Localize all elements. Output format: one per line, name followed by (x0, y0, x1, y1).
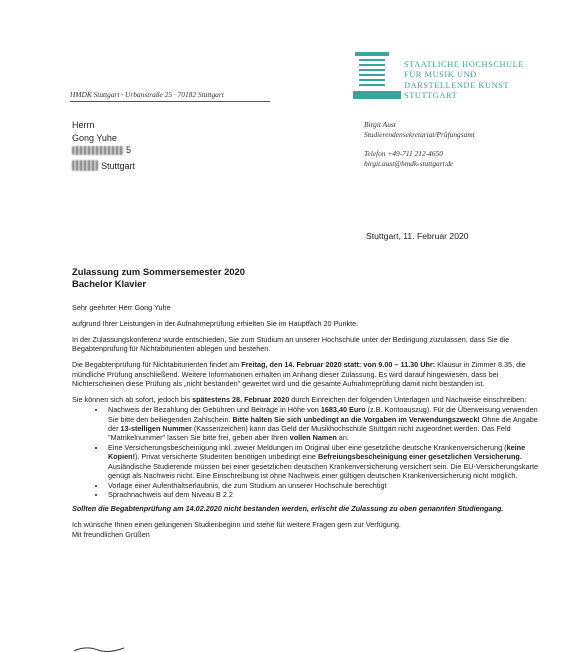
letter-body (72, 303, 542, 546)
letter-date: Stuttgart, 11. Februar 2020 (366, 231, 469, 241)
warning-note: Sollten die Begabtenprüfung am 14.02.2020 nicht bestanden werden, erlischt die Zulassung zu oben genannten Studiengang. (72, 504, 504, 514)
signature-stroke (72, 646, 126, 652)
requirements-list (72, 405, 542, 499)
hmdk-logo-icon (349, 51, 402, 101)
list-item: • Nachweis der Bezahlung der Gebühren und Beiträge in Höhe von 1683,40 Euro (z.B. Kontoauszug). Für die Überweisung verwenden Sie bitte den beiliegenden Zahlschein. Bitte halten Sie sich unbedingt an die Vorgaben im Verwendungszweck! Ohne die Angabe der 13-stelligen Nummer (Kassenzeichen) kann das Geld der Musikhochschule Stuttgart nicht zugeordnet werden. Das Feld "Matrikelnummer" lassen Sie bitte frei, geben aber Ihren vollen Namen an. (106, 405, 542, 443)
contact-email: birgit.aust@hmdk-stuttgart.de (364, 159, 454, 168)
sender-divider (70, 101, 270, 102)
paragraph-enrollment: Sie können sich ab sofort, jedoch bis spätestens 28. Februar 2020 durch Einreichen der folgenden Unterlagen und Nachweise einschreiben: (72, 394, 527, 404)
contact-phone: Telefon +49-711 212-4650 (364, 149, 443, 158)
paragraph-decision: In der Zulassungskonferenz wurde entschieden, Sie zum Studium an unserer Hochschule unter der Bedingung zuzulassen, dass Sie die Begabtenprüfung für Nichtabiturienten ablegen und bestehen. (72, 334, 510, 354)
letter-subject (72, 266, 245, 290)
paragraph-result: aufgrund Ihrer Leistungen in der Aufnahmeprüfung erhielten Sie im Hauptfach 20 Punkte. (72, 318, 359, 328)
contact-block (364, 120, 475, 169)
institution-logo-text (404, 60, 584, 102)
contact-office: Studierendensekretariat/Prüfungsamt (364, 130, 475, 139)
closing-greeting: Mit freundlichen Grüßen (72, 529, 150, 539)
redacted-postcode (72, 160, 98, 171)
list-item: • Sprachnachweis auf dem Niveau B 2.2 (106, 490, 542, 499)
list-item: • Eine Versicherungsbescheinigung inkl. zweier Meldungen im Original über eine gesetzliche deutsche Krankenversicherung (keine Kopien!). Privat versicherte Studenten benötigen unbedingt eine Befreiungsbescheinigung einer gesetzlichen Versicherung. Ausländische Studierende müssen bei einer gesetzlichen deutschen Krankenversicherung versichert sein. Die EU-Versicherungskarte genügt als Nachweis nicht. Eine Einschreibung ist ohne Nachweis einer gültigen deutschen Krankenversicherung nicht möglich. (106, 443, 542, 481)
recipient-name: Gong Yuhe (72, 132, 117, 143)
logo-line-3: DARSTELLENDE KUNST (404, 80, 510, 90)
logo-line-4: STUTTGART (404, 91, 458, 101)
sender-address-line: HMDK Stuttgart · Urbanstraße 25 · 70182 Stuttgart (70, 90, 224, 99)
subject-line-2: Bachelor Klavier (72, 278, 146, 289)
greeting: Sehr geehrter Herr Gong Yuhe (72, 303, 171, 312)
recipient-street (72, 144, 135, 157)
recipient-street-suffix: 5 (126, 145, 132, 155)
recipient-city: Stuttgart (101, 160, 136, 171)
logo-line-2: FÜR MUSIK UND (404, 70, 477, 80)
recipient-city-line (72, 160, 135, 173)
closing-text: Ich wünsche Ihnen einen gelungenen Studienbeginn und stehe für weitere Fragen gern zur Verfügung. (72, 520, 401, 530)
recipient-address (72, 119, 135, 172)
contact-name: Birgit Aust (364, 120, 396, 129)
paragraph-exam-info: Die Begabtenprüfung für Nichtabiturienten findet am Freitag, den 14. Februar 2020 statt: von 9.00 – 11.30 Uhr: Klausur in Zimmer 8.35, die mündliche Prüfung anschließend. Weitere Informationen erhalten im Anhang dieser Zulassung. Es wird darauf hingewiesen, dass bei Nichterscheinen diese Prüfung als „nicht bestanden" gewertet wird und die gesamte Aufnahmeprüfung damit nicht bestanden ist. (72, 360, 526, 388)
logo-line-1: STAATLICHE HOCHSCHULE (404, 60, 524, 69)
subject-line-1: Zulassung zum Sommersemester 2020 (72, 266, 245, 277)
redacted-street (72, 146, 124, 155)
recipient-salutation: Herrn (72, 120, 95, 130)
list-item: • Vorlage einer Aufenthaltserlaubnis, die zum Studium an unserer Hochschule berechtigt (106, 481, 542, 490)
